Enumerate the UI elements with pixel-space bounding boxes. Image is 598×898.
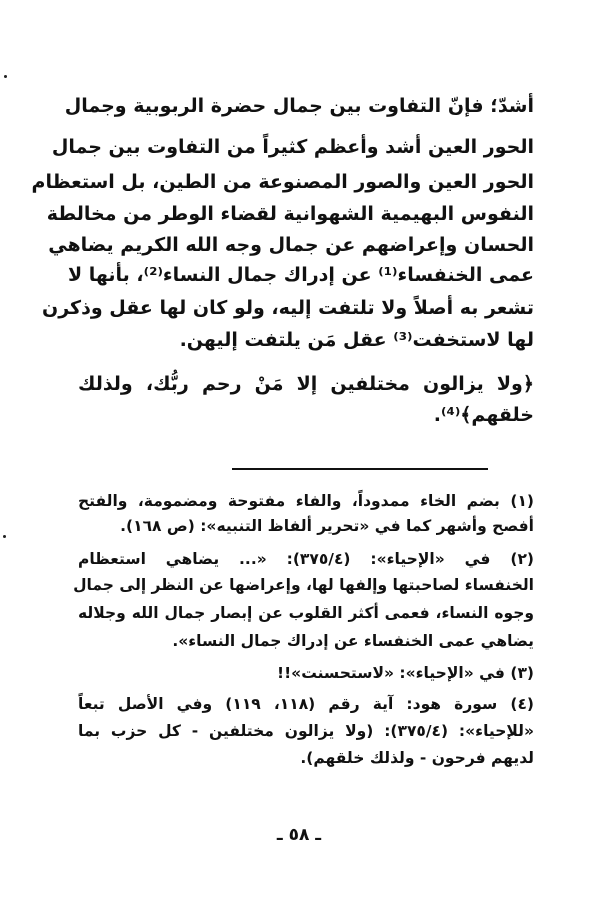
body-line-4: النفوس البهيمية الشهوانية لقضاء الوطر من مخالطة [46, 203, 534, 225]
footnote-separator [232, 468, 488, 470]
footnote-line-5: وجوه النساء، فعمى أكثر القلوب عن إبصار جمال الله وجلاله [78, 604, 534, 622]
scan-speck [4, 75, 7, 78]
quran-verse-line-2: خلقهم﴾⁽⁴⁾. [433, 404, 534, 426]
footnote-line-8: (٤) سورة هود: آية رقم (١١٨، ١١٩) وفي الأصل تبعاً [78, 695, 535, 713]
footnote-line-3: (٢) في «الإحياء»: (٣٧٥/٤): «... يضاهي استعظام [78, 550, 534, 568]
scan-speck [3, 535, 6, 538]
body-line-2: الحور العين أشد وأعظم كثيراً من التفاوت بين جمال [51, 136, 534, 158]
page-number: ـ ٥٨ ـ [276, 825, 322, 845]
body-line-7: تشعر به أصلاً ولا تلتفت إليه، ولو كان لها عقل وذكرن [42, 297, 534, 319]
footnote-line-10: لديهم فرحون - ولذلك خلقهم). [300, 749, 534, 767]
footnote-line-2: أفصح وأشهر كما في «تحرير ألفاظ التنبيه»: (ص ١٦٨). [120, 517, 534, 535]
footnote-line-1: (١) بضم الخاء ممدوداً، والفاء مفتوحة ومضمومة، والفتح [78, 492, 534, 510]
quran-verse-line-1: ﴿ولا يزالون مختلفين إلا مَنْ رحم ربُّك، ولذلك [78, 373, 534, 395]
body-line-3: الحور العين والصور المصنوعة من الطين، بل استعظام [31, 171, 534, 193]
footnote-line-9: «للإحياء»: (٣٧٥/٤): (ولا يزالون مختلفين - كل حزب بما [78, 722, 534, 740]
body-line-8: لها لاستخفت⁽³⁾ عقل مَن يلتفت إليهن. [179, 329, 534, 351]
body-line-5: الحسان وإعراضهم عن جمال وجه الله الكريم يضاهي [48, 234, 534, 256]
footnote-line-6: يضاهي عمى الخنفساء عن إدراك جمال النساء». [172, 632, 534, 650]
footnote-line-7: (٣) في «الإحياء»: «لاستحسنت»!! [277, 664, 534, 682]
body-line-1: أشدّ؛ فإنّ التفاوت بين جمال حضرة الربوبية وجمال [64, 95, 534, 117]
body-line-6: عمى الخنفساء⁽¹⁾ عن إدراك جمال النساء⁽²⁾، بأنها لا [67, 264, 534, 286]
footnote-line-4: الخنفساء لصاحبتها وإلفها لها، وإعراضها عن النظر إلى جمال [73, 576, 534, 594]
